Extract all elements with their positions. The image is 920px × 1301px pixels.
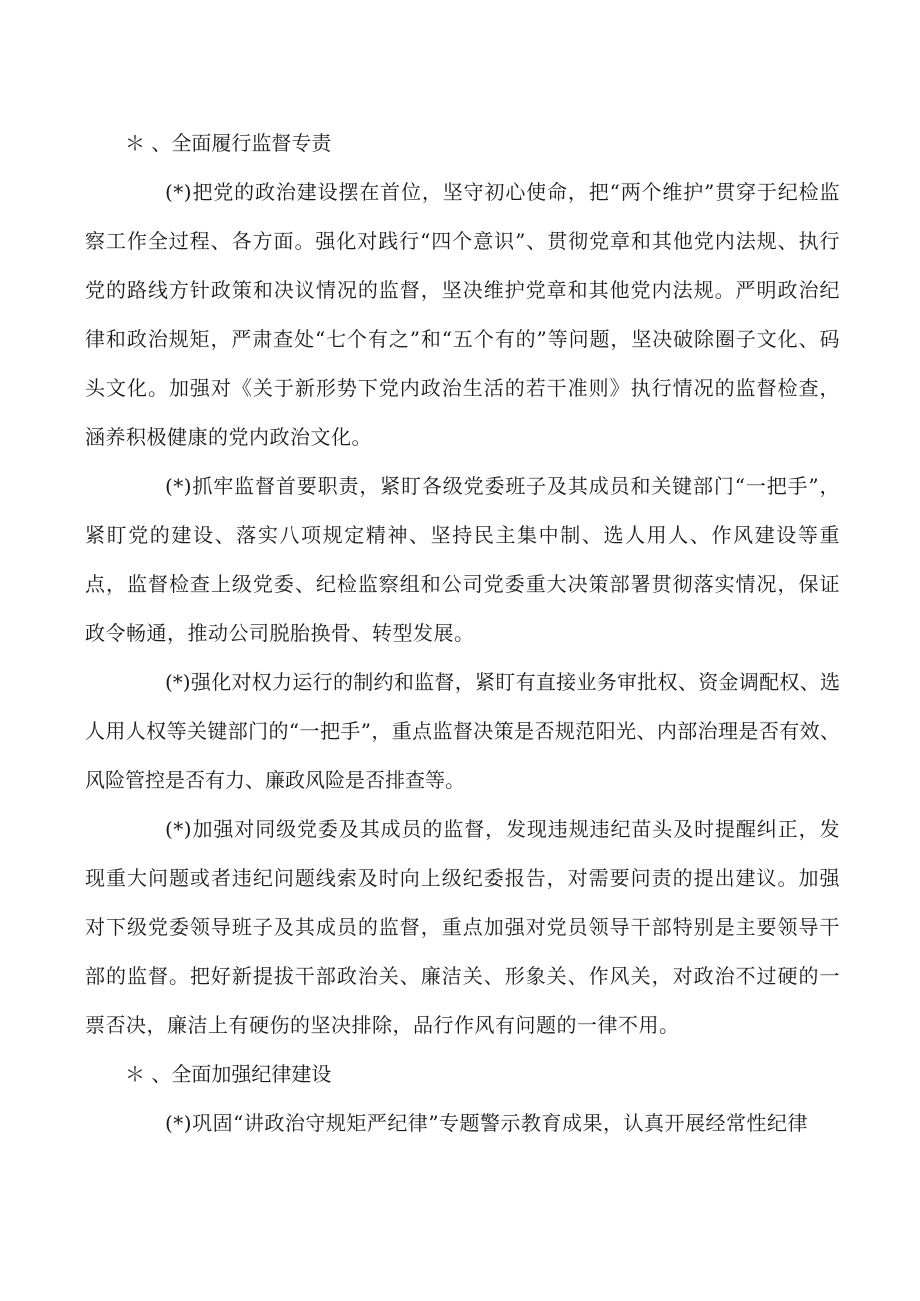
paragraph-5: (*)巩固“讲政治守规矩严纪律”专题警示教育成果，认真开展经常性纪律	[165, 1111, 809, 1135]
paragraph-3: (*)强化对权力运行的制约和监督，紧盯有直接业务审批权、资金调配权、选人用人权等关键部门的“一把手”，重点监督决策是否规范阳光、内部治理是否有效、风险管控是否有力、廉政风险是否排查等。	[85, 670, 840, 792]
section-heading-2: ＊ 、全面加强纪律建设	[125, 1062, 332, 1086]
paragraph-1: (*)把党的政治建设摆在首位，坚守初心使命，把“两个维护”贯穿于纪检监察工作全过程、各方面。强化对践行“四个意识”、贯彻党章和其他党内法规、执行党的路线方针政策和决议情况的监督，坚决维护党章和其他党内法规。严明政治纪律和政治规矩，严肃查处“七个有之”和“五个有的”等问题，坚决破除圈子文化、码头文化。加强对《关于新形势下党内政治生活的若干准则》执行情况的监督检查，涵养积极健康的党内政治文化。	[85, 180, 840, 449]
paragraph-2: (*)抓牢监督首要职责，紧盯各级党委班子及其成员和关键部门“一把手”，紧盯党的建设、落实八项规定精神、坚持民主集中制、选人用人、作风建设等重点，监督检查上级党委、纪检监察组和公司党委重大决策部署贯彻落实情况，保证政令畅通，推动公司脱胎换骨、转型发展。	[85, 474, 840, 645]
document-body	[85, 119, 840, 1148]
section-heading-1: ＊ 、全面履行监督专责	[125, 131, 332, 155]
paragraph-4: (*)加强对同级党委及其成员的监督，发现违规违纪苗头及时提醒纠正，发现重大问题或者违纪问题线索及时向上级纪委报告，对需要问责的提出建议。加强对下级党委领导班子及其成员的监督，重点加强对党员领导干部特别是主要领导干部的监督。把好新提拔干部政治关、廉洁关、形象关、作风关，对政治不过硬的一票否决，廉洁上有硬伤的坚决排除，品行作风有问题的一律不用。	[85, 817, 840, 1037]
